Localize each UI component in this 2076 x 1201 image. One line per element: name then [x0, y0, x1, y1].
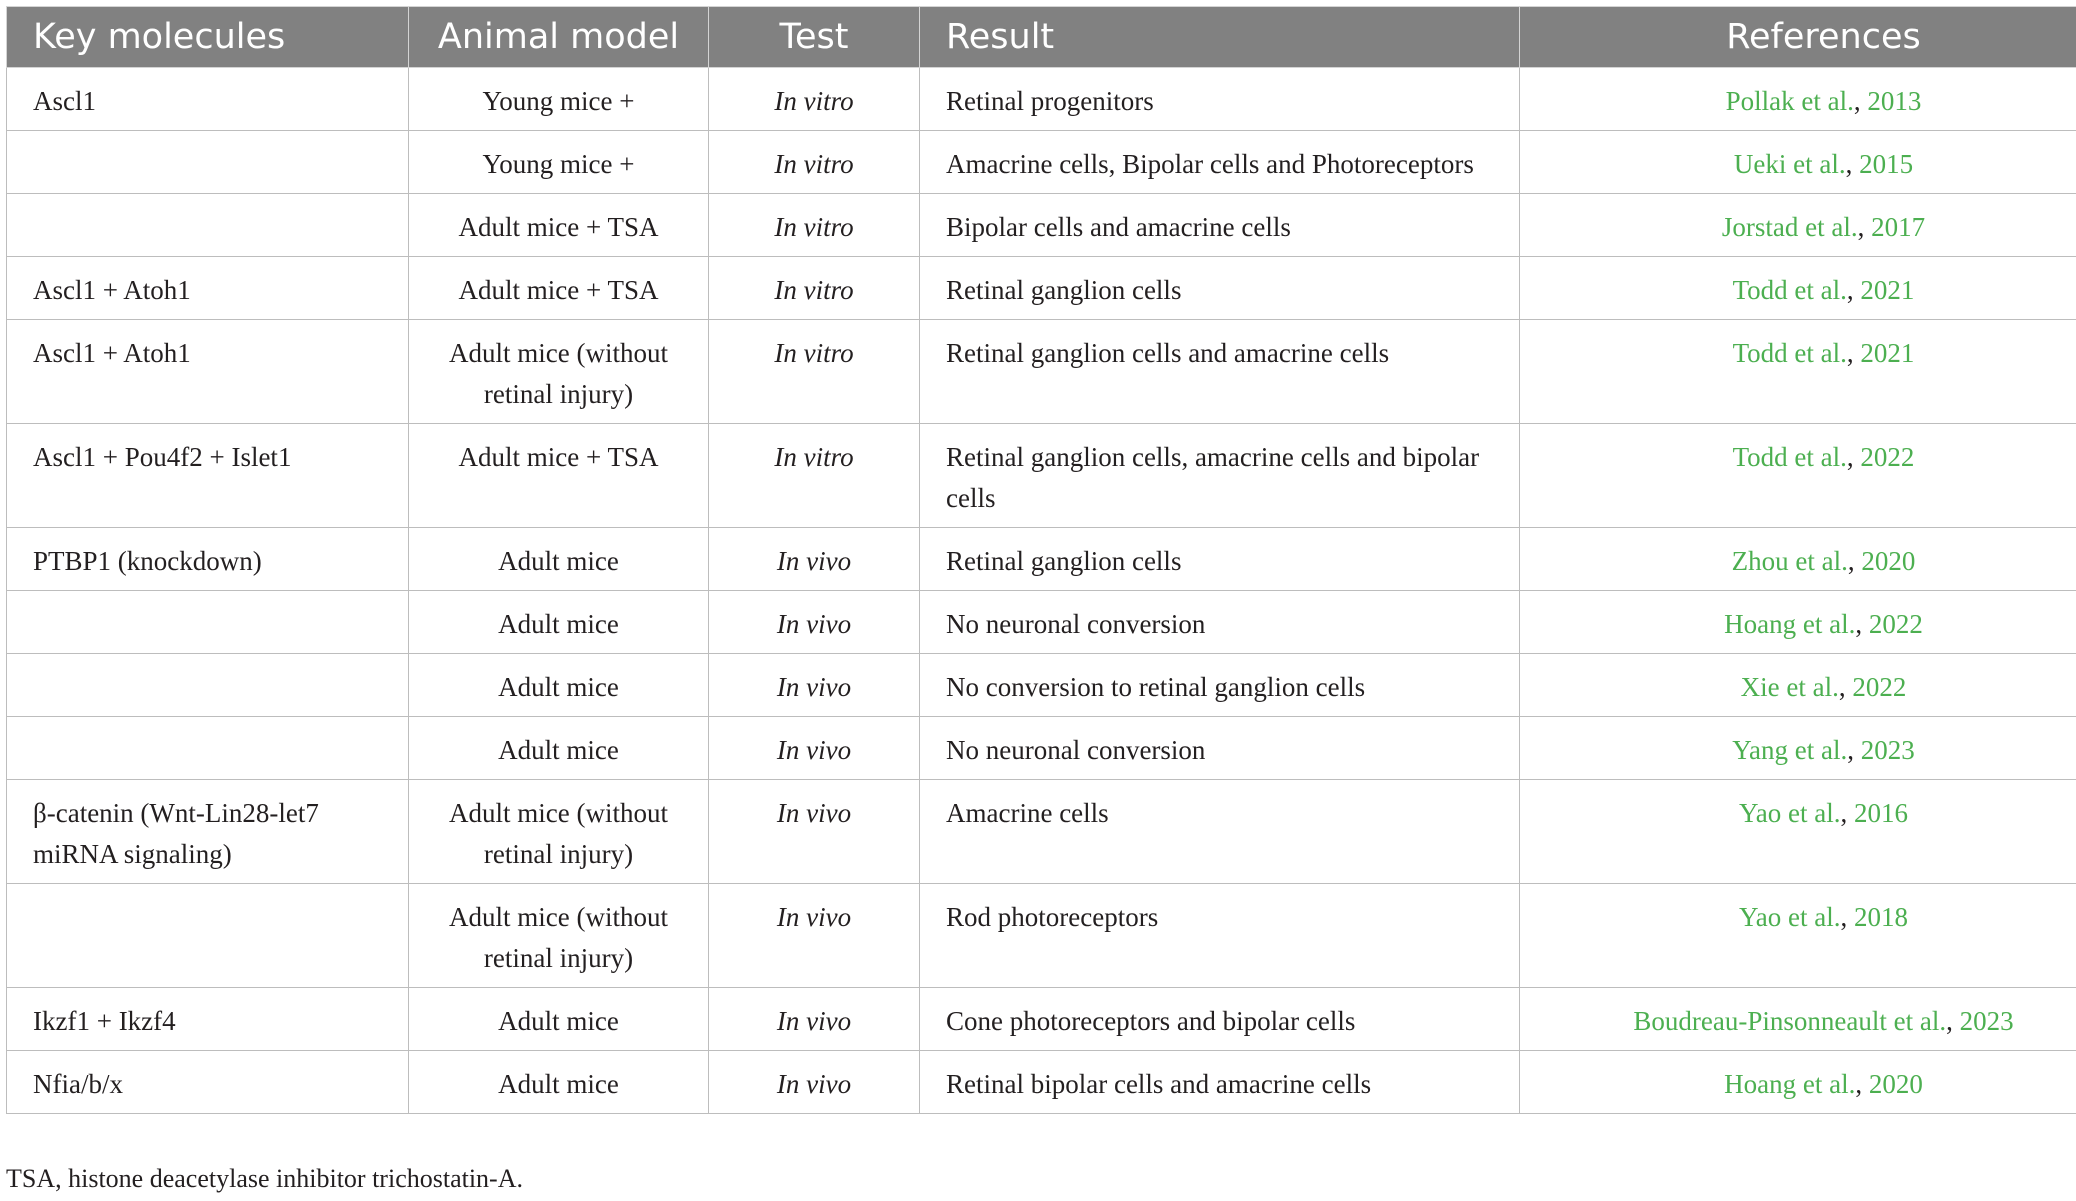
- cell-result: Retinal ganglion cells: [920, 528, 1520, 591]
- cell-result: No neuronal conversion: [920, 717, 1520, 780]
- cell-reference: [1520, 131, 2076, 194]
- reference-separator: ,: [1946, 1006, 1960, 1036]
- cell-model: Adult mice + TSA: [409, 424, 709, 528]
- reference-separator: ,: [1846, 275, 1861, 305]
- cell-result: Retinal progenitors: [920, 68, 1520, 131]
- reference-separator: ,: [1838, 672, 1853, 702]
- reference-separator: ,: [1847, 546, 1862, 576]
- cell-molecule: Ascl1 + Atoh1: [7, 320, 409, 424]
- cell-reference: [1520, 424, 2076, 528]
- reference-author-link[interactable]: Yang et al.: [1732, 735, 1848, 765]
- cell-test: In vivo: [709, 717, 920, 780]
- reference-year-link[interactable]: 2015: [1859, 149, 1914, 179]
- cell-result: Bipolar cells and amacrine cells: [920, 194, 1520, 257]
- reference-year-link[interactable]: 2020: [1861, 546, 1916, 576]
- cell-result: Retinal ganglion cells: [920, 257, 1520, 320]
- reference-year-link[interactable]: 2021: [1860, 338, 1915, 368]
- header-animal-model: Animal model: [409, 7, 709, 68]
- cell-molecule: [7, 131, 409, 194]
- reference-year-link[interactable]: 2018: [1854, 902, 1908, 932]
- reference-separator: ,: [1846, 442, 1861, 472]
- reference-year-link[interactable]: 2023: [1959, 1006, 2014, 1036]
- table-row: [7, 780, 2076, 884]
- table-row: [7, 591, 2076, 654]
- table-row: [7, 717, 2076, 780]
- reference-author-link[interactable]: Todd et al.: [1732, 338, 1847, 368]
- cell-result: Amacrine cells: [920, 780, 1520, 884]
- cell-test: In vivo: [709, 591, 920, 654]
- cell-test: In vitro: [709, 257, 920, 320]
- table-body: [7, 68, 2076, 1114]
- cell-test: In vivo: [709, 654, 920, 717]
- reference-year-link[interactable]: 2017: [1871, 212, 1926, 242]
- cell-reference: [1520, 320, 2076, 424]
- table-row: [7, 320, 2076, 424]
- reference-separator: ,: [1846, 338, 1861, 368]
- table-row: [7, 988, 2076, 1051]
- cell-model: Adult mice: [409, 988, 709, 1051]
- cell-molecule: Nfia/b/x: [7, 1051, 409, 1114]
- header-references: References: [1520, 7, 2076, 68]
- table-row: [7, 654, 2076, 717]
- reference-author-link[interactable]: Jorstad et al.: [1721, 212, 1858, 242]
- reference-year-link[interactable]: 2022: [1860, 442, 1915, 472]
- cell-molecule: Ikzf1 + Ikzf4: [7, 988, 409, 1051]
- cell-result: Amacrine cells, Bipolar cells and Photoreceptors: [920, 131, 1520, 194]
- cell-molecule: [7, 654, 409, 717]
- reference-author-link[interactable]: Yao et al.: [1738, 798, 1841, 828]
- cell-model: Adult mice: [409, 654, 709, 717]
- reference-year-link[interactable]: 2013: [1867, 86, 1922, 116]
- cell-model: Adult mice: [409, 591, 709, 654]
- table-row: [7, 194, 2076, 257]
- cell-test: In vitro: [709, 131, 920, 194]
- cell-test: In vivo: [709, 988, 920, 1051]
- cell-result: Retinal bipolar cells and amacrine cells: [920, 1051, 1520, 1114]
- reference-year-link[interactable]: 2020: [1868, 1069, 1923, 1099]
- cell-model: Adult mice: [409, 717, 709, 780]
- cell-molecule: [7, 884, 409, 988]
- cell-test: In vivo: [709, 884, 920, 988]
- cell-molecule: Ascl1 + Atoh1: [7, 257, 409, 320]
- table-row: [7, 68, 2076, 131]
- table-footnote: TSA, histone deacetylase inhibitor trichostatin-A.: [6, 1164, 523, 1193]
- reference-author-link[interactable]: Pollak et al.: [1725, 86, 1854, 116]
- cell-result: No conversion to retinal ganglion cells: [920, 654, 1520, 717]
- cell-result: No neuronal conversion: [920, 591, 1520, 654]
- reference-author-link[interactable]: Yao et al.: [1738, 902, 1841, 932]
- cell-test: In vitro: [709, 424, 920, 528]
- cell-test: In vivo: [709, 1051, 920, 1114]
- cell-model: Adult mice: [409, 1051, 709, 1114]
- cell-result: Retinal ganglion cells, amacrine cells and bipolar cells: [920, 424, 1520, 528]
- cell-model: Adult mice (without retinal injury): [409, 320, 709, 424]
- cell-test: In vivo: [709, 528, 920, 591]
- header-result: Result: [920, 7, 1520, 68]
- cell-result: Rod photoreceptors: [920, 884, 1520, 988]
- table-row: [7, 884, 2076, 988]
- table-row: [7, 257, 2076, 320]
- reference-separator: ,: [1845, 149, 1860, 179]
- reference-separator: ,: [1855, 609, 1869, 639]
- reference-separator: ,: [1840, 798, 1854, 828]
- reference-author-link[interactable]: Todd et al.: [1732, 275, 1847, 305]
- table-row: [7, 424, 2076, 528]
- table-row: [7, 131, 2076, 194]
- cell-reference: [1520, 780, 2076, 884]
- reference-year-link[interactable]: 2022: [1868, 609, 1923, 639]
- reference-author-link[interactable]: Hoang et al.: [1724, 1069, 1856, 1099]
- cell-model: Young mice +: [409, 131, 709, 194]
- cell-test: In vivo: [709, 780, 920, 884]
- cell-reference: [1520, 717, 2076, 780]
- cell-model: Young mice +: [409, 68, 709, 131]
- reference-author-link[interactable]: Xie et al.: [1740, 672, 1839, 702]
- table-container: [6, 6, 2070, 1114]
- cell-reference: [1520, 988, 2076, 1051]
- cell-test: In vitro: [709, 68, 920, 131]
- cell-model: Adult mice: [409, 528, 709, 591]
- reference-year-link[interactable]: 2021: [1860, 275, 1915, 305]
- cell-reference: [1520, 591, 2076, 654]
- reference-year-link[interactable]: 2023: [1860, 735, 1915, 765]
- header-key-molecules: Key molecules: [7, 7, 409, 68]
- reference-separator: ,: [1857, 212, 1872, 242]
- cell-molecule: [7, 717, 409, 780]
- cell-reference: [1520, 194, 2076, 257]
- cell-molecule: Ascl1 + Pou4f2 + Islet1: [7, 424, 409, 528]
- cell-molecule: PTBP1 (knockdown): [7, 528, 409, 591]
- cell-model: Adult mice + TSA: [409, 194, 709, 257]
- cell-molecule: [7, 591, 409, 654]
- reference-author-link[interactable]: Hoang et al.: [1724, 609, 1856, 639]
- cell-molecule: β-catenin (Wnt-Lin28-let7 miRNA signaling): [7, 780, 409, 884]
- reference-separator: ,: [1855, 1069, 1869, 1099]
- table-row: [7, 1051, 2076, 1114]
- cell-reference: [1520, 1051, 2076, 1114]
- cell-model: Adult mice + TSA: [409, 257, 709, 320]
- cell-molecule: Ascl1: [7, 68, 409, 131]
- cell-reference: [1520, 884, 2076, 988]
- reference-author-link[interactable]: Zhou et al.: [1731, 546, 1848, 576]
- reference-author-link[interactable]: Boudreau-Pinsonneault et al.: [1633, 1006, 1947, 1036]
- cell-model: Adult mice (without retinal injury): [409, 884, 709, 988]
- cell-test: In vitro: [709, 320, 920, 424]
- reference-year-link[interactable]: 2022: [1852, 672, 1907, 702]
- cell-reference: [1520, 654, 2076, 717]
- reference-author-link[interactable]: Ueki et al.: [1733, 149, 1846, 179]
- header-test: Test: [709, 7, 920, 68]
- cell-reference: [1520, 257, 2076, 320]
- cell-reference: [1520, 68, 2076, 131]
- cell-result: Cone photoreceptors and bipolar cells: [920, 988, 1520, 1051]
- table-row: [7, 528, 2076, 591]
- cell-model: Adult mice (without retinal injury): [409, 780, 709, 884]
- reference-separator: ,: [1853, 86, 1868, 116]
- cell-test: In vitro: [709, 194, 920, 257]
- cell-result: Retinal ganglion cells and amacrine cells: [920, 320, 1520, 424]
- reference-separator: ,: [1840, 902, 1854, 932]
- cell-reference: [1520, 528, 2076, 591]
- data-table: [6, 6, 2076, 1114]
- cell-molecule: [7, 194, 409, 257]
- reference-separator: ,: [1847, 735, 1861, 765]
- reference-year-link[interactable]: 2016: [1854, 798, 1908, 828]
- header-row: [7, 7, 2076, 68]
- reference-author-link[interactable]: Todd et al.: [1732, 442, 1847, 472]
